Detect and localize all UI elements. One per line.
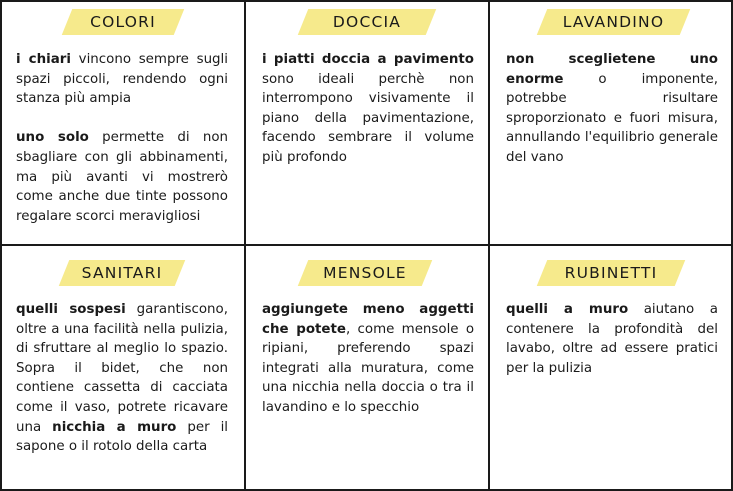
paragraph-text: o imponente, potrebbe risultare sproporzionato e fuori misura, annullando l'equilibrio generale del vano — [506, 71, 718, 165]
card-body — [262, 300, 474, 418]
bold-text: nicchia a muro — [52, 419, 177, 435]
card-title-tag — [303, 9, 431, 35]
card-paragraph — [16, 128, 228, 226]
bold-text: i chiari — [16, 52, 71, 67]
card-doccia — [244, 0, 490, 246]
card-body — [16, 50, 228, 226]
card-title: RUBINETTI — [564, 264, 658, 282]
card-title: DOCCIA — [332, 13, 402, 31]
card-title-tag — [67, 9, 179, 35]
card-title: SANITARI — [81, 264, 163, 282]
card-paragraph — [262, 50, 474, 168]
bold-text: quelli a muro — [506, 302, 629, 317]
card-title: COLORI — [90, 13, 156, 31]
card-paragraph — [16, 300, 228, 457]
card-rubinetti — [488, 244, 733, 491]
paragraph-text: vincono sempre sugli spazi piccoli, rendendo ogni stanza più ampia — [16, 52, 228, 107]
card-paragraph — [16, 50, 228, 109]
card-body — [16, 300, 228, 457]
bold-text: quelli sospesi — [16, 302, 126, 317]
card-paragraph — [506, 300, 718, 378]
card-body — [262, 50, 474, 168]
card-title-tag — [303, 260, 427, 286]
card-paragraph — [262, 300, 474, 418]
card-paragraph — [506, 50, 718, 168]
paragraph-text: garantiscono, oltre a una facilità nella pulizia, di sfruttare al meglio lo spazio. Sopra il bidet, che non contiene cassetta di cacciata come il vaso, potrete ricavare una — [16, 302, 228, 435]
card-body — [506, 50, 718, 168]
card-title: MENSOLE — [323, 264, 407, 282]
bold-text: non sceglietene uno enorme — [506, 52, 718, 87]
bold-text: i piatti doccia a pavimento — [262, 52, 474, 67]
bold-text: uno solo — [16, 130, 89, 146]
paragraph-text: sono ideali perchè non interrompono visivamente il piano della pavimentazione, facendo sembrare il volume più profondo — [262, 71, 474, 165]
card-mensole — [244, 244, 490, 491]
card-lavandino — [488, 0, 733, 246]
card-title-tag — [64, 260, 180, 286]
paragraph-text: aiutano a contenere la profondità del lavabo, oltre ad essere pratici per la pulizia — [506, 302, 718, 376]
card-title-tag — [542, 260, 680, 286]
paragraph-text: , come mensole o ripiani, preferendo spazi integrati alla muratura, come una nicchia nella doccia o tra il lavandino e lo specchio — [262, 321, 475, 415]
bold-text: aggiungete meno aggetti che potete — [262, 302, 474, 337]
card-sanitari — [0, 244, 246, 491]
card-body — [506, 300, 718, 378]
paragraph-text: permette di non sbagliare con gli abbinamenti, ma più avanti vi mostrerò come anche due tinte possono regalare scorci meravigliosi — [16, 130, 229, 224]
card-title: LAVANDINO — [562, 13, 665, 31]
card-colori — [0, 0, 246, 246]
card-title-tag — [542, 9, 685, 35]
paragraph-text: per il sapone o il rotolo della carta — [16, 419, 229, 455]
